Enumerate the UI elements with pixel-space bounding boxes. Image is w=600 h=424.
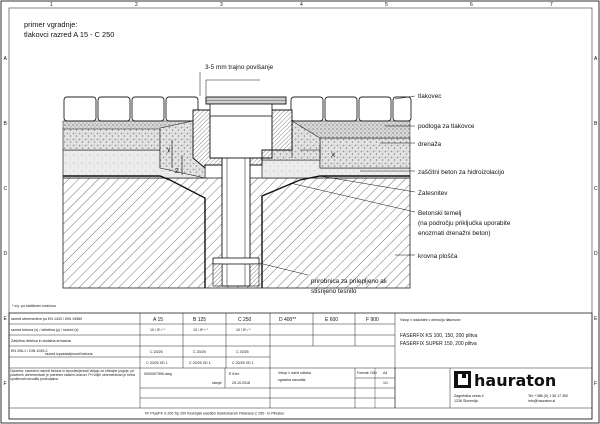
pavers-left xyxy=(64,97,198,121)
brand-name: hauraton xyxy=(474,371,557,390)
doc-title-1: Vstop v načrt odtoka xyxy=(278,371,311,375)
row-letter-e-right: E xyxy=(594,316,598,322)
status-label: stanje xyxy=(212,381,222,385)
label-foundation-note-1: (na področju priključka uporabite xyxy=(418,220,511,227)
outlet-pipe xyxy=(222,158,250,286)
row-letter-e: E xyxy=(3,316,7,322)
row-label-load-class: razred obremenitve po EN 1433 / DIN 19580 xyxy=(11,317,83,321)
dim-y-label: y xyxy=(167,146,171,153)
label-flange-2: stisnjeno tesnilo xyxy=(311,288,357,295)
format-value: A4 xyxy=(383,371,388,375)
table-note: Opomba: navedeni razredi betona in izpostavljenosti veljajo za običajne pogoje; pri posebnih obremenitvah je potreben statični izračun. Pri višjih obremenitvah je treba upoštevati navodila proizvajalca. xyxy=(10,369,135,381)
row-label-concrete: razred betona (x) / debelina (y) / razred (z) xyxy=(11,328,79,332)
doc-title-2: vgradna navodila xyxy=(278,378,306,382)
sheet-value: 1/1 xyxy=(383,381,388,385)
status-date: 25.10.2018 xyxy=(232,381,250,385)
product-description: Vstop v nadzidek v območju tlakovcev xyxy=(400,318,461,322)
drawing-number: 0000007590.dwg xyxy=(144,372,172,376)
bottom-line: FF Plus/FK S 200 Tip 200 Revizijski elastični Elektrobarvni Fiksirana C 250 - in Pitvatsu xyxy=(145,411,285,416)
dim-top-label: 3-5 mm trajno povišanje xyxy=(205,64,274,71)
row-letter-d: D xyxy=(3,251,8,257)
col-number-5: 5 xyxy=(385,2,388,8)
label-foundation-note-2: enozrnati drenažni beton) xyxy=(418,230,491,237)
row5-c250: C 20/25 XD 1 xyxy=(232,361,254,365)
row-letter-c: C xyxy=(3,186,8,192)
row-letter-b: B xyxy=(3,121,7,127)
col-number-1: 1 xyxy=(50,2,53,8)
dim-z-label: Z xyxy=(175,168,179,175)
flange xyxy=(213,258,259,264)
class-c250: C 250 xyxy=(238,317,252,323)
pavers-right xyxy=(291,97,411,121)
label-paver: tlakovec xyxy=(418,93,442,100)
col-number-4: 4 xyxy=(300,2,303,8)
row4-c250: C 20/25 xyxy=(236,350,249,354)
label-drainage: drenaža xyxy=(418,141,442,148)
row-letter-a: A xyxy=(3,56,7,62)
contact-email: info@hauraton.si xyxy=(528,399,556,403)
product-line-2: FASERFIX SUPER 150, 200 plitva xyxy=(400,341,477,347)
address-line-1: Zagrebška cesta 4 xyxy=(454,394,484,398)
row-letter-f: F xyxy=(3,381,7,387)
grate-frame xyxy=(210,104,272,116)
contact-phone: Tel: +386 (0) 1 36 17 300 xyxy=(528,394,569,398)
label-protective-concrete: zaščitni beton za hidroizolacijo xyxy=(418,169,505,176)
label-concrete-foundation: Betonski temelj xyxy=(418,210,462,217)
hauraton-logo xyxy=(454,371,556,390)
row-letter-d-right: D xyxy=(594,251,598,257)
col-number-6: 6 xyxy=(470,2,473,8)
address-line-2: 1236 Slovenija xyxy=(454,399,478,403)
row-letter-c-right: C xyxy=(594,186,598,192)
row4-a15: C 20/25 xyxy=(150,350,163,354)
drawing-title-line-2: tlakovci razred A 15 - C 250 xyxy=(24,30,115,39)
class-b125: B 125 xyxy=(193,317,207,323)
class-f900: F 900 xyxy=(366,317,379,323)
format-label: Format: DIN xyxy=(357,371,377,375)
label-base-slab: krovna plošča xyxy=(418,253,458,260)
label-sealing: Zatesnitev xyxy=(418,190,448,197)
class-d400: D 400** xyxy=(279,317,297,323)
label-paver-bedding: podloga za tlakovce xyxy=(418,123,475,130)
inlet-wall-left xyxy=(193,110,222,168)
row-letter-a-right: A xyxy=(594,56,598,62)
row2-c250: 10 / 5* / * xyxy=(236,328,251,332)
row-label-exposure: razred izpostavljenosti betona xyxy=(45,352,93,356)
row-label-protection: Zaščitna deščica in dodatna armatura xyxy=(11,339,71,343)
cross-section xyxy=(63,64,411,288)
col-number-3: 3 xyxy=(220,2,223,8)
dim-x-label: X xyxy=(331,152,336,159)
drawing-scale: E 8.fm xyxy=(229,372,240,376)
row2-b125: 10 / 5* / * xyxy=(193,328,208,332)
class-a15: A 15 xyxy=(153,317,164,323)
frame-col-numbers xyxy=(50,2,553,8)
product-line-1: FASERFIX KS 100, 150, 200 plitva xyxy=(400,333,478,339)
col-number-2: 2 xyxy=(135,2,138,8)
row-letter-f-right: F xyxy=(594,381,598,387)
row2-a15: 10 / 5* / * xyxy=(150,328,165,332)
label-flange-1: prirobnica za prilepljeno ali xyxy=(311,278,387,285)
row5-a15: C 20/25 XD 1 xyxy=(146,361,168,365)
row5-b125: C 20/25 XD 1 xyxy=(189,361,211,365)
row-letter-b-right: B xyxy=(594,121,598,127)
drainage-left xyxy=(63,128,160,150)
col-number-7: 7 xyxy=(550,2,553,8)
drawing-title-line-1: primer vgradnje: xyxy=(24,20,78,29)
footnote: * x/y: po statičnem izračunu xyxy=(12,304,56,308)
row4-b125: C 20/25 xyxy=(193,350,206,354)
class-e600: E 600 xyxy=(325,317,339,323)
row-label-standard: EN 206-1 / DIN 1045-2 xyxy=(11,349,48,353)
